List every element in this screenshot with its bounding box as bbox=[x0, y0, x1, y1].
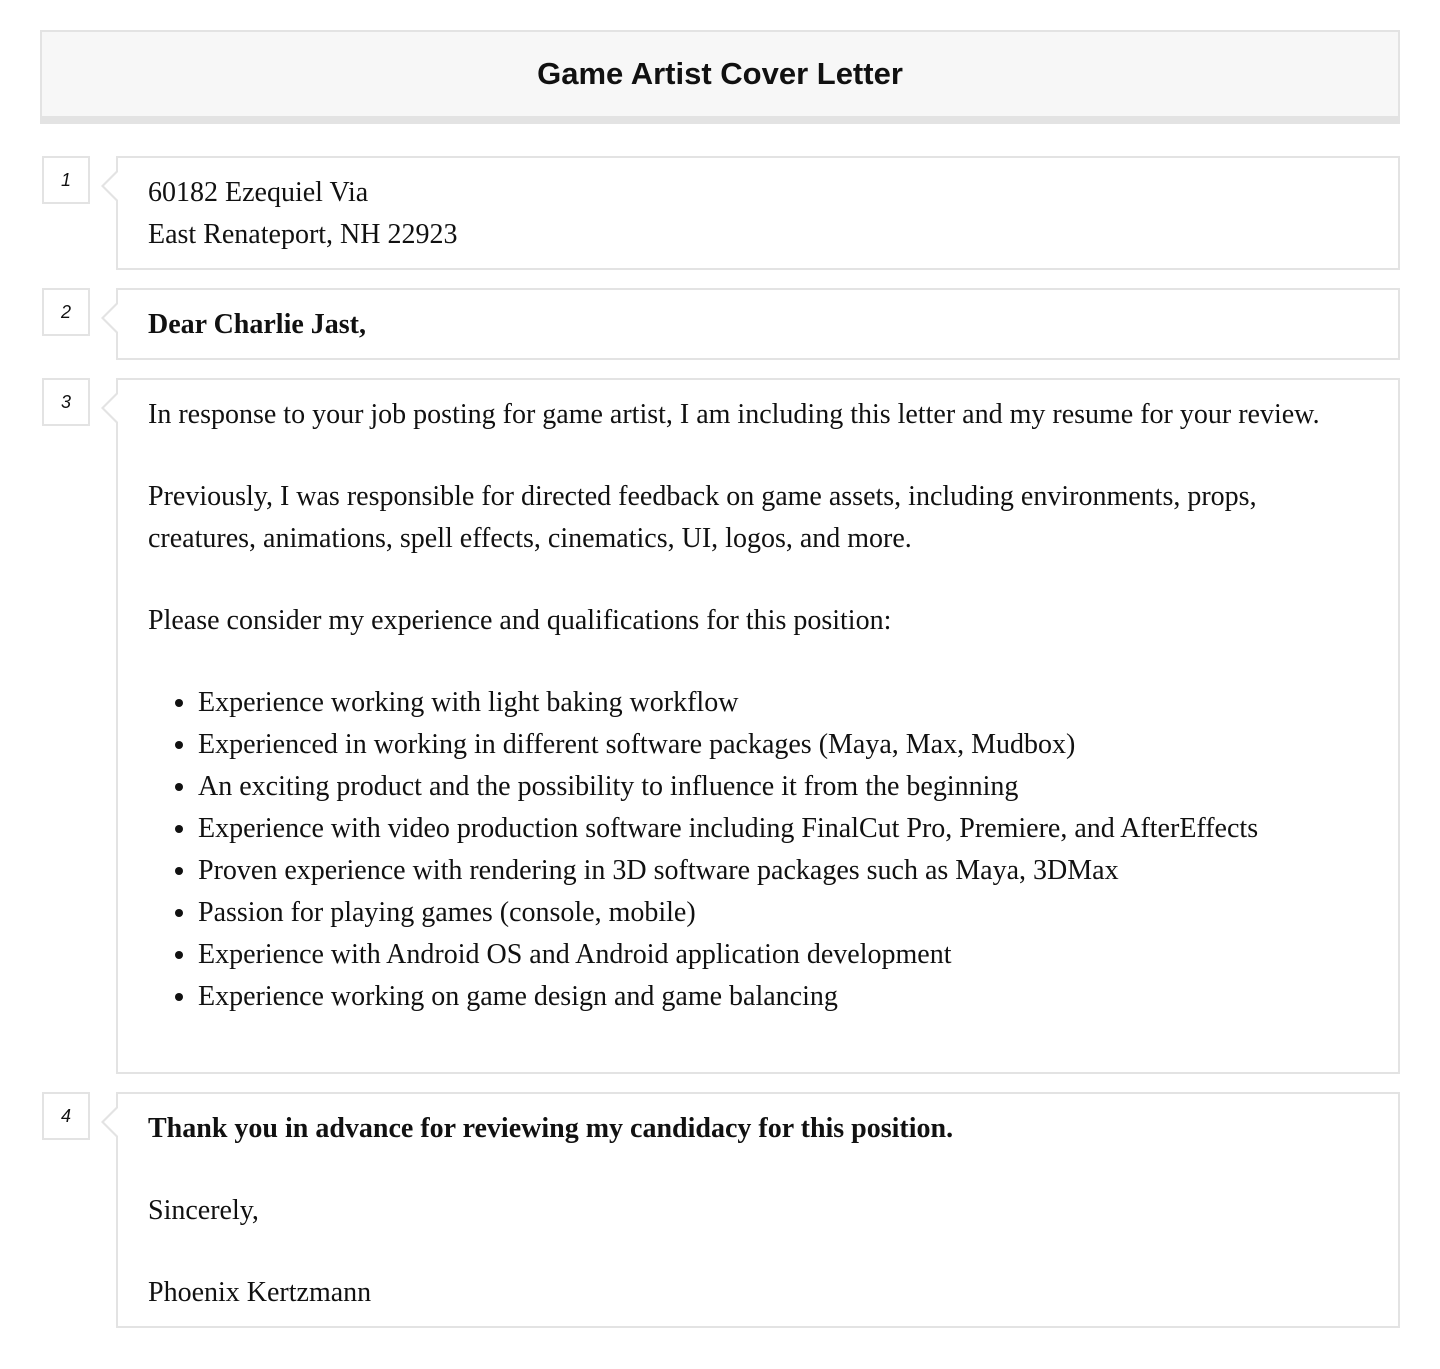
section-number-2: 2 bbox=[42, 288, 90, 336]
page-title: Game Artist Cover Letter bbox=[537, 56, 903, 91]
list-item: • Experience with video production software including FinalCut Pro, Premiere, and AfterEffects bbox=[198, 808, 1368, 850]
thanks-line: Thank you in advance for reviewing my candidacy for this position. bbox=[148, 1113, 954, 1144]
list-item: • Proven experience with rendering in 3D software packages such as Maya, 3DMax bbox=[198, 850, 1368, 892]
qualifications-list bbox=[148, 682, 1368, 1018]
signature: Phoenix Kertzmann bbox=[148, 1277, 372, 1308]
intro-paragraph: In response to your job posting for game artist, I am including this letter and my resume for your review. bbox=[148, 399, 1320, 430]
section-number-4: 4 bbox=[42, 1092, 90, 1140]
list-item: • Experience working with light baking workflow bbox=[198, 682, 1368, 724]
title-bar bbox=[40, 30, 1400, 124]
closing-block bbox=[116, 1092, 1400, 1328]
consider-paragraph: Please consider my experience and qualifications for this position: bbox=[148, 605, 892, 636]
section-number-3: 3 bbox=[42, 378, 90, 426]
previous-paragraph: Previously, I was responsible for directed feedback on game assets, including environments, props, creatures, animations, spell effects, cinematics, UI, logos, and more. bbox=[148, 481, 1257, 554]
greeting: Dear Charlie Jast, bbox=[148, 309, 366, 340]
section-number-1: 1 bbox=[42, 156, 90, 204]
body-block bbox=[116, 378, 1400, 1074]
list-item: • Experience working on game design and game balancing bbox=[198, 976, 1368, 1018]
address-line-2: East Renateport, NH 22923 bbox=[148, 219, 458, 250]
list-item: • Experienced in working in different software packages (Maya, Max, Mudbox) bbox=[198, 724, 1368, 766]
list-item: • Experience with Android OS and Android application development bbox=[198, 934, 1368, 976]
address-line-1: 60182 Ezequiel Via bbox=[148, 177, 369, 208]
list-item: • An exciting product and the possibility to influence it from the beginning bbox=[198, 766, 1368, 808]
greeting-block bbox=[116, 288, 1400, 360]
address-block bbox=[116, 156, 1400, 270]
list-item: • Passion for playing games (console, mobile) bbox=[198, 892, 1368, 934]
closing-line: Sincerely, bbox=[148, 1195, 259, 1226]
